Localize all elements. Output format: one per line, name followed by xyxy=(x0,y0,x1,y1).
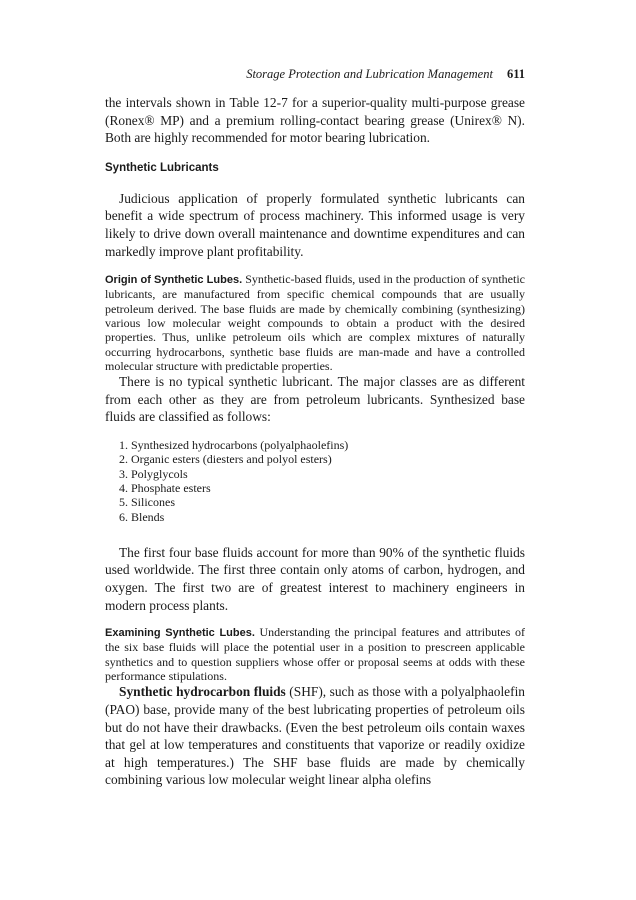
examining-text: Understanding the principal features and attributes of the six base fluids will place the potential user in a position to prescreen applicable synthetics and to question suppliers whose offer or proposal seems at odds with these performance stipulations. xyxy=(105,625,525,684)
shf-text: (SHF), such as those with a polyalphaolefin (PAO) base, provide many of the best lubricating properties of petroleum oils but do not have their drawbacks. (Even the best petroleum oils contain waxes that gel at low temperatures and constituents that vaporize or readily oxidize at high temperatures.) The SHF base fluids are made by chemically combining various low molecular weight linear alpha olefins xyxy=(105,684,525,788)
origin-paragraph xyxy=(105,272,525,373)
page-number: 611 xyxy=(506,67,525,81)
origin-heading: Origin of Synthetic Lubes. xyxy=(105,274,243,287)
base-fluid-list xyxy=(105,438,525,524)
intro-paragraph: the intervals shown in Table 12-7 for a superior-quality multi-purpose grease (Ronex® MP) and a premium rolling-contact bearing grease (Unirex® N). Both are highly recommended for motor bearing lubrication. xyxy=(105,95,525,146)
list-item: 6. Blends xyxy=(119,509,165,524)
running-title: Storage Protection and Lubrication Management xyxy=(246,67,493,81)
list-item: 5. Silicones xyxy=(119,495,175,510)
section-heading: Synthetic Lubricants xyxy=(105,161,219,174)
book-page xyxy=(105,66,525,789)
list-item: 2. Organic esters (diesters and polyol esters) xyxy=(119,452,332,467)
usage-paragraph: The first four base fluids account for more than 90% of the synthetic fluids used worldwide. The first three contain only atoms of carbon, hydrogen, and oxygen. The first two are of greatest interest to machinery engineers in modern process plants. xyxy=(105,544,525,613)
classes-paragraph: There is no typical synthetic lubricant. The major classes are as different from each other as they are from petroleum lubricants. Synthesized base fluids are classified as follows: xyxy=(105,374,525,425)
list-item: 1. Synthesized hydrocarbons (polyalphaolefins) xyxy=(119,438,349,453)
section-paragraph: Judicious application of properly formulated synthetic lubricants can benefit a wide spectrum of process machinery. This informed usage is very likely to drive down overall maintenance and downtime expenditures and can markedly improve plant profitability. xyxy=(105,190,525,259)
shf-term: Synthetic hydrocarbon fluids xyxy=(119,684,286,700)
origin-text: Synthetic-based fluids, used in the production of synthetic lubricants, are manufactured from specific chemical compounds that are usually petroleum derived. The base fluids are made by chemically combining (synthesizing) various low molecular weight compounds to obtain a product with the desired properties. Thus, unlike petroleum oils which are complex mixtures of naturally occurring hydrocarbons, synthetic base fluids are man-made and have a controlled molecular structure with predictable properties. xyxy=(105,272,526,373)
running-header xyxy=(105,66,525,82)
examining-heading: Examining Synthetic Lubes. xyxy=(105,627,255,640)
shf-paragraph xyxy=(105,683,525,789)
list-item: 4. Phosphate esters xyxy=(119,480,211,495)
examining-paragraph xyxy=(105,625,525,683)
list-item: 3. Polyglycols xyxy=(119,466,188,481)
